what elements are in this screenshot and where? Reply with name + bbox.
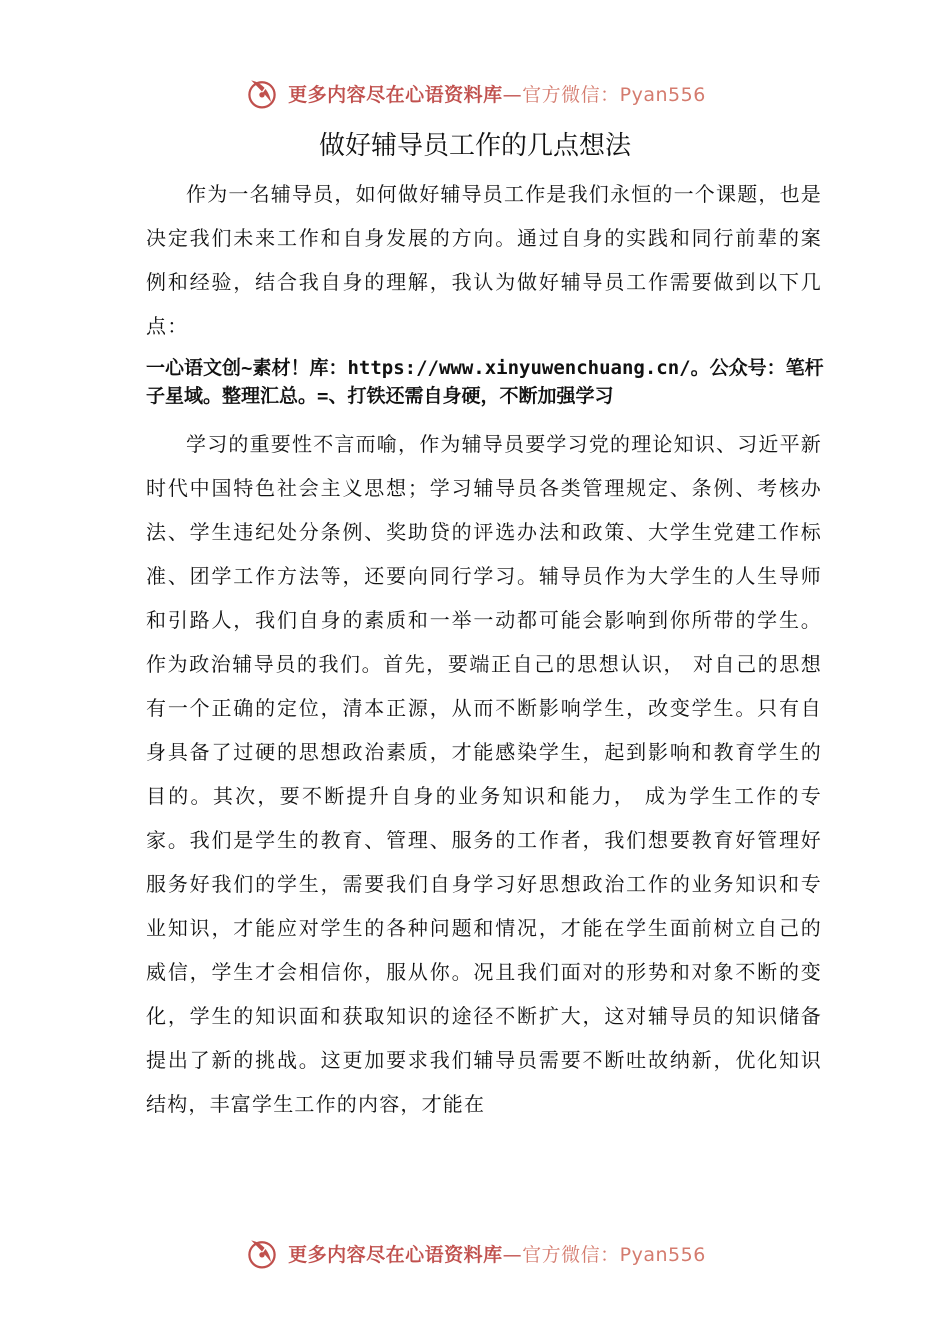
header-banner-text <box>288 80 706 107</box>
inserted-watermark-line: 一心语文创~素材！库：https://www.xinyuwenchuang.cn/。公众号：笔杆子星域。整理汇总。=、打铁还需自身硬，不断加强学习 <box>146 357 824 407</box>
footer-banner-text <box>288 1240 706 1267</box>
header-wechat: 官方微信：Pyan556 <box>522 83 706 106</box>
intro-paragraph: 作为一名辅导员，如何做好辅导员工作是我们永恒的一个课题，也是决定我们未来工作和自身发展的方向。通过自身的实践和同行前辈的案例和经验，结合我自身的理解，我认为做好辅导员工作需要做到以下几点： <box>146 182 822 338</box>
header-banner <box>0 73 950 113</box>
footer-wechat: 官方微信：Pyan556 <box>522 1243 706 1266</box>
quill-pen-logo-icon <box>244 75 280 111</box>
footer-separator: — <box>502 1243 523 1266</box>
main-paragraph: 学习的重要性不言而喻，作为辅导员要学习党的理论知识、习近平新时代中国特色社会主义思想；学习辅导员各类管理规定、条例、考核办法、学生违纪处分条例、奖助贷的评选办法和政策、大学生党建工作标准、团学工作方法等，还要向同行学习。辅导员作为大学生的人生导师和引路人，我们自身的素质和一举一动都可能会影响到你所带的学生。作为政治辅导员的我们。首先，要端正自己的思想认识， 对自己的思想有一个正确的定位，清本正源，从而不断影响学生，改变学生。只有自身具备了过硬的思想政治素质，才能感染学生，起到影响和教育学生的目的。其次，要不断提升自身的业务知识和能力， 成为学生工作的专家。我们是学生的教育、管理、服务的工作者，我们想要教育好管理好服务好我们的学生，需要我们自身学习好思想政治工作的业务知识和专业知识，才能应对学生的各种问题和情况，才能在学生面前树立自己的威信，学生才会相信你，服从你。况且我们面对的形势和对象不断的变化，学生的知识面和获取知识的途径不断扩大，这对辅导员的知识储备提出了新的挑战。这更加要求我们辅导员需要不断吐故纳新，优化知识结构，丰富学生工作的内容，才能在 <box>146 432 822 1116</box>
header-separator: — <box>502 83 523 106</box>
quill-pen-logo-icon <box>244 1235 280 1271</box>
document-title: 做好辅导员工作的几点想法 <box>318 131 631 161</box>
footer-banner <box>0 1233 950 1273</box>
header-brand: 更多内容尽在心语资料库 <box>288 83 503 106</box>
footer-brand: 更多内容尽在心语资料库 <box>288 1243 503 1266</box>
